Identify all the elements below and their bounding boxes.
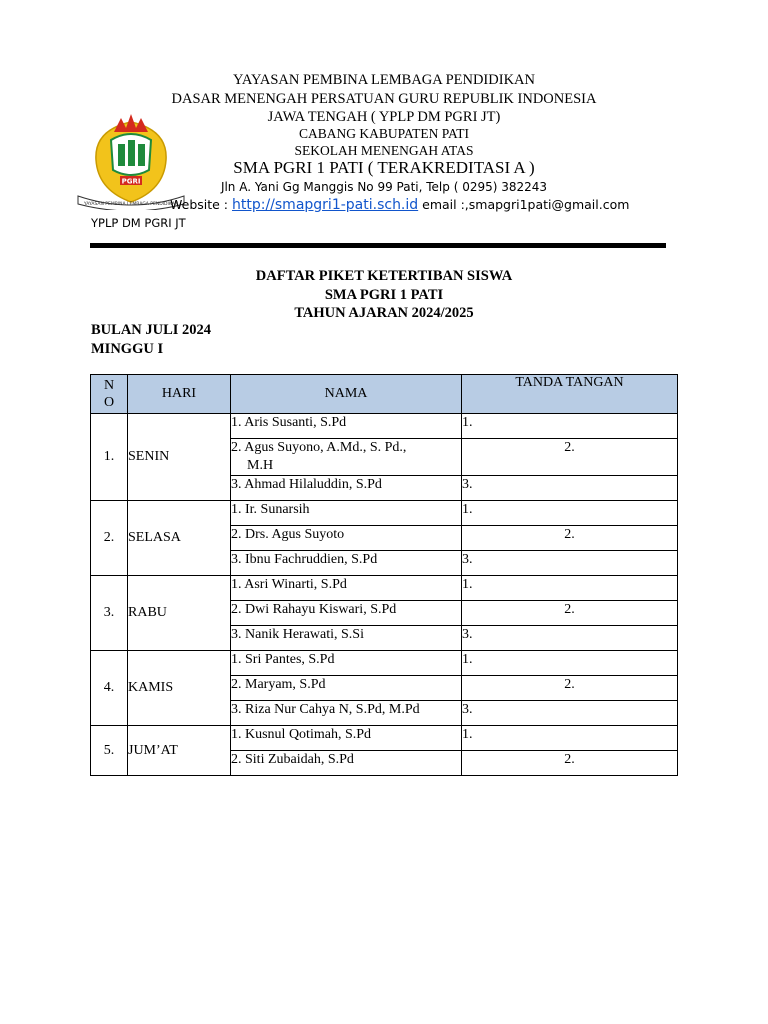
header-no: N O bbox=[91, 375, 128, 414]
staff-name: 3. Ahmad Hilaluddin, S.Pd bbox=[231, 476, 462, 501]
website-label: Website : bbox=[170, 197, 232, 212]
header-day: HARI bbox=[128, 375, 231, 414]
period-month: BULAN JULI 2024 bbox=[91, 322, 212, 338]
signature-cell[interactable]: 3. bbox=[462, 476, 678, 501]
staff-name: 3. Riza Nur Cahya N, S.Pd, M.Pd bbox=[231, 701, 462, 726]
header-divider bbox=[90, 243, 666, 248]
row-number: 3. bbox=[91, 576, 128, 651]
signature-cell[interactable]: 2. bbox=[462, 676, 678, 701]
day-name: SELASA bbox=[128, 501, 231, 576]
day-name: JUM’AT bbox=[128, 726, 231, 776]
school-level: SEKOLAH MENENGAH ATAS bbox=[294, 143, 474, 158]
signature-cell[interactable]: 3. bbox=[462, 551, 678, 576]
staff-name: 2. Drs. Agus Suyoto bbox=[231, 526, 462, 551]
day-name: KAMIS bbox=[128, 651, 231, 726]
staff-name: 2. Siti Zubaidah, S.Pd bbox=[231, 751, 462, 776]
duty-roster-table bbox=[90, 374, 678, 776]
staff-name: 1. Asri Winarti, S.Pd bbox=[231, 576, 462, 601]
document-title: DAFTAR PIKET KETERTIBAN SISWA bbox=[255, 268, 513, 284]
table-row bbox=[91, 651, 678, 676]
staff-name: 3. Ibnu Fachruddien, S.Pd bbox=[231, 551, 462, 576]
logo-ribbon-text: YAYASAN PEMBINA LEMBAGA PENDIDIKAN bbox=[83, 202, 179, 207]
header-name: NAMA bbox=[231, 375, 462, 414]
day-name: SENIN bbox=[128, 414, 231, 501]
signature-cell[interactable]: 2. bbox=[462, 526, 678, 551]
staff-name: 2. Dwi Rahayu Kiswari, S.Pd bbox=[231, 601, 462, 626]
row-number: 1. bbox=[91, 414, 128, 501]
day-name: RABU bbox=[128, 576, 231, 651]
signature-cell[interactable]: 2. bbox=[462, 751, 678, 776]
table-header-row bbox=[91, 375, 678, 414]
table-row bbox=[91, 414, 678, 439]
document-year: TAHUN AJARAN 2024/2025 bbox=[294, 305, 474, 321]
staff-name: 2. Maryam, S.Pd bbox=[231, 676, 462, 701]
signature-cell[interactable]: 2. bbox=[462, 439, 678, 476]
signature-cell[interactable]: 3. bbox=[462, 626, 678, 651]
logo-text: PGRI bbox=[121, 177, 141, 186]
staff-name: 3. Nanik Herawati, S.Si bbox=[231, 626, 462, 651]
row-number: 4. bbox=[91, 651, 128, 726]
period-week: MINGGU I bbox=[91, 341, 164, 357]
table-row bbox=[91, 576, 678, 601]
contact-line bbox=[170, 197, 629, 213]
staff-name: 1. Kusnul Qotimah, S.Pd bbox=[231, 726, 462, 751]
document-school: SMA PGRI 1 PATI bbox=[324, 287, 444, 303]
signature-cell[interactable]: 1. bbox=[462, 414, 678, 439]
staff-name: 1. Aris Susanti, S.Pd bbox=[231, 414, 462, 439]
table-row bbox=[91, 501, 678, 526]
branch-name: CABANG KABUPATEN PATI bbox=[298, 126, 470, 141]
website-link[interactable]: http://smapgri1-pati.sch.id bbox=[232, 197, 419, 213]
org-abbreviation: YPLP DM PGRI JT bbox=[91, 216, 186, 230]
header-signature: TANDA TANGAN bbox=[462, 375, 678, 414]
row-number: 2. bbox=[91, 501, 128, 576]
signature-cell[interactable]: 3. bbox=[462, 701, 678, 726]
school-name: SMA PGRI 1 PATI ( TERAKREDITASI A ) bbox=[233, 158, 535, 177]
school-address: Jln A. Yani Gg Manggis No 99 Pati, Telp ( 0295) 382243 bbox=[220, 180, 548, 194]
foundation-name: YAYASAN PEMBINA LEMBAGA PENDIDIKAN bbox=[233, 72, 535, 88]
staff-name: 2. Agus Suyono, A.Md., S. Pd., M.H bbox=[231, 439, 462, 476]
row-number: 5. bbox=[91, 726, 128, 776]
signature-cell[interactable]: 2. bbox=[462, 601, 678, 626]
foundation-region: JAWA TENGAH ( YPLP DM PGRI JT) bbox=[267, 109, 501, 125]
table-row bbox=[91, 726, 678, 751]
signature-cell[interactable]: 1. bbox=[462, 726, 678, 751]
signature-cell[interactable]: 1. bbox=[462, 651, 678, 676]
foundation-name-2: DASAR MENENGAH PERSATUAN GURU REPUBLIK INDONESIA bbox=[171, 91, 597, 107]
staff-name: 1. Ir. Sunarsih bbox=[231, 501, 462, 526]
signature-cell[interactable]: 1. bbox=[462, 576, 678, 601]
staff-name: 1. Sri Pantes, S.Pd bbox=[231, 651, 462, 676]
signature-cell[interactable]: 1. bbox=[462, 501, 678, 526]
email-text: email :,smapgri1pati@gmail.com bbox=[418, 197, 630, 212]
